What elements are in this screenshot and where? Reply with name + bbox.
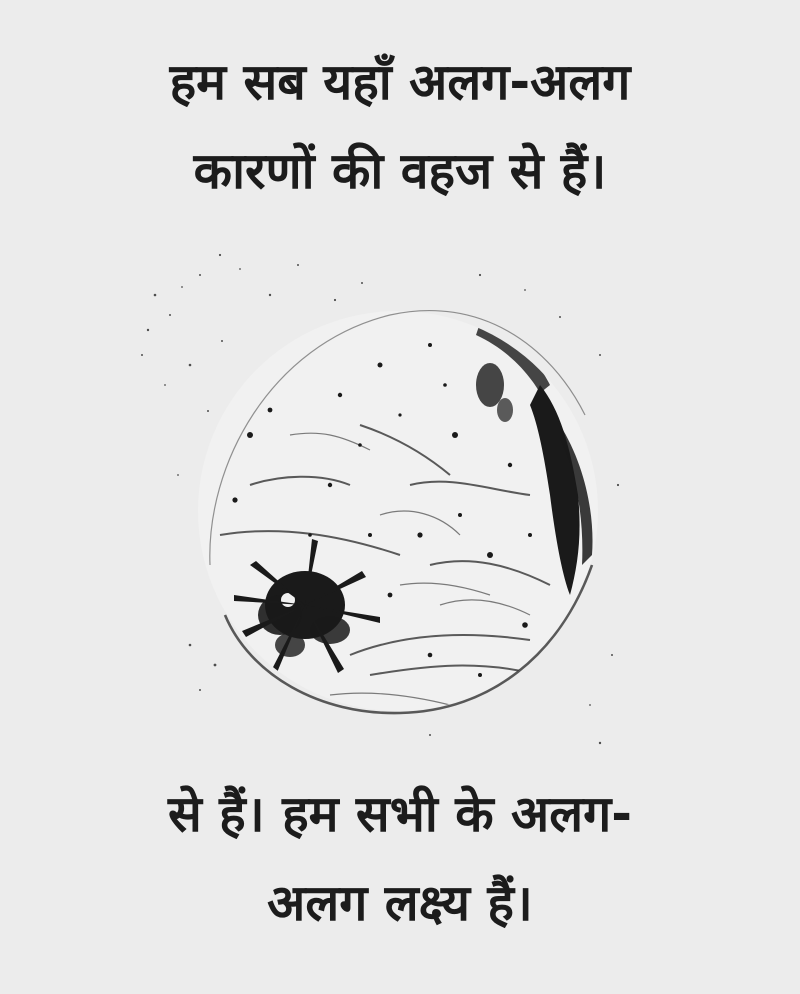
- quote-top-line-2: कारणों की वहज से हैं।: [193, 142, 607, 200]
- quote-bottom-line-1: से हैं। हम सभी के अलग-: [167, 785, 633, 843]
- quote-bottom-text: [0, 770, 800, 948]
- moon-illustration: [130, 235, 630, 745]
- quote-top-text: [0, 38, 800, 216]
- quote-bottom-line-2: अलग लक्ष्य हैं।: [267, 874, 533, 932]
- moon-icon: [130, 235, 630, 745]
- quote-top-line-1: हम सब यहाँ अलग-अलग: [169, 53, 631, 111]
